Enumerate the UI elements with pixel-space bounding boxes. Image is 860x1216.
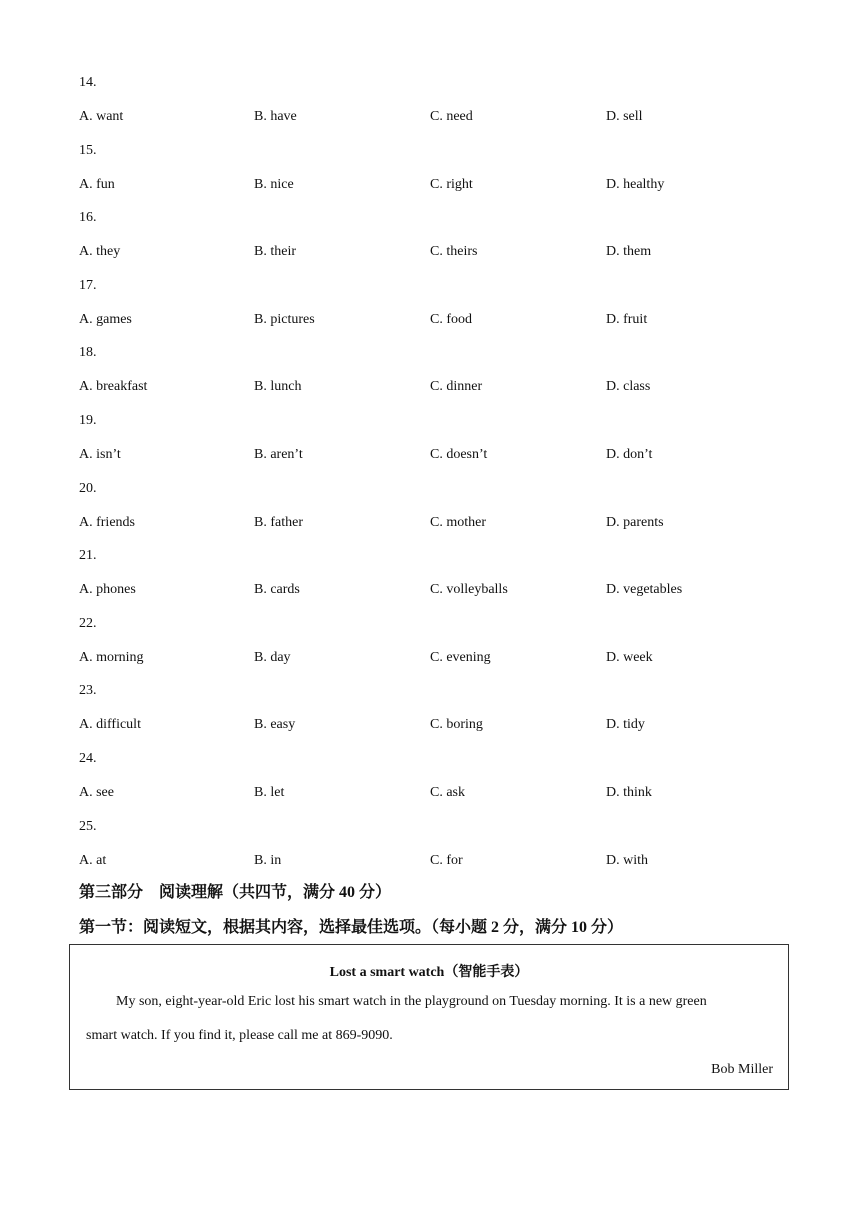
- answer-option-b: B. day: [254, 650, 291, 665]
- answer-option-b: B. father: [254, 515, 303, 530]
- subsection-heading: 第一节：阅读短文，根据其内容，选择最佳选项。（每小题 2 分，满分 10 分）: [79, 919, 624, 936]
- answer-option-a: A. at: [79, 853, 107, 868]
- answer-option-d: D. tidy: [606, 717, 645, 732]
- answer-option-d: D. don’t: [606, 447, 653, 462]
- notice-paragraph-line-1: My son, eight-year-old Eric lost his smart watch in the playground on Tuesday morning. It is a new green: [116, 994, 707, 1009]
- answer-option-b: B. let: [254, 785, 285, 800]
- notice-signature: Bob Miller: [711, 1062, 773, 1077]
- answer-option-b: B. pictures: [254, 312, 315, 327]
- answer-option-b: B. in: [254, 853, 282, 868]
- answer-option-b: B. cards: [254, 582, 300, 597]
- answer-option-c: C. volleyballs: [430, 582, 508, 597]
- answer-option-c: C. evening: [430, 650, 491, 665]
- answer-option-a: A. want: [79, 109, 124, 124]
- answer-option-c: C. food: [430, 312, 472, 327]
- answer-option-a: A. games: [79, 312, 132, 327]
- answer-option-d: D. with: [606, 853, 648, 868]
- answer-option-d: D. class: [606, 379, 651, 394]
- answer-option-a: A. fun: [79, 177, 115, 192]
- question-number: 25.: [79, 819, 97, 834]
- answer-option-a: A. phones: [79, 582, 136, 597]
- answer-option-c: C. doesn’t: [430, 447, 488, 462]
- answer-option-d: D. parents: [606, 515, 664, 530]
- answer-option-d: D. week: [606, 650, 653, 665]
- answer-option-a: A. see: [79, 785, 114, 800]
- answer-option-a: A. isn’t: [79, 447, 121, 462]
- answer-option-b: B. their: [254, 244, 296, 259]
- question-number: 15.: [79, 143, 97, 158]
- answer-option-a: A. breakfast: [79, 379, 148, 394]
- question-number: 17.: [79, 278, 97, 293]
- answer-option-d: D. healthy: [606, 177, 665, 192]
- answer-option-c: C. boring: [430, 717, 483, 732]
- answer-option-b: B. nice: [254, 177, 294, 192]
- answer-option-c: C. for: [430, 853, 463, 868]
- answer-option-d: D. them: [606, 244, 652, 259]
- section-heading: 第三部分 阅读理解（共四节，满分 40 分）: [79, 884, 392, 901]
- question-number: 22.: [79, 616, 97, 631]
- answer-option-c: C. theirs: [430, 244, 478, 259]
- answer-option-d: D. sell: [606, 109, 643, 124]
- question-number: 20.: [79, 481, 97, 496]
- answer-option-d: D. think: [606, 785, 652, 800]
- answer-option-c: C. need: [430, 109, 473, 124]
- question-number: 14.: [79, 75, 97, 90]
- question-number: 18.: [79, 345, 97, 360]
- question-number: 24.: [79, 751, 97, 766]
- answer-option-c: C. right: [430, 177, 473, 192]
- lost-notice-box: [69, 944, 789, 1090]
- question-number: 19.: [79, 413, 97, 428]
- answer-option-a: A. they: [79, 244, 121, 259]
- question-number: 16.: [79, 210, 97, 225]
- answer-option-b: B. easy: [254, 717, 296, 732]
- notice-title: Lost a smart watch（智能手表）: [329, 965, 529, 980]
- answer-option-a: A. friends: [79, 515, 135, 530]
- answer-option-b: B. aren’t: [254, 447, 303, 462]
- question-number: 21.: [79, 548, 97, 563]
- answer-option-c: C. mother: [430, 515, 486, 530]
- answer-option-c: C. dinner: [430, 379, 483, 394]
- answer-option-b: B. lunch: [254, 379, 302, 394]
- answer-option-a: A. difficult: [79, 717, 141, 732]
- answer-option-c: C. ask: [430, 785, 465, 800]
- answer-option-a: A. morning: [79, 650, 144, 665]
- answer-option-d: D. vegetables: [606, 582, 683, 597]
- answer-option-b: B. have: [254, 109, 297, 124]
- question-number: 23.: [79, 683, 97, 698]
- answer-option-d: D. fruit: [606, 312, 648, 327]
- notice-paragraph-line-2: smart watch. If you find it, please call me at 869-9090.: [86, 1028, 393, 1043]
